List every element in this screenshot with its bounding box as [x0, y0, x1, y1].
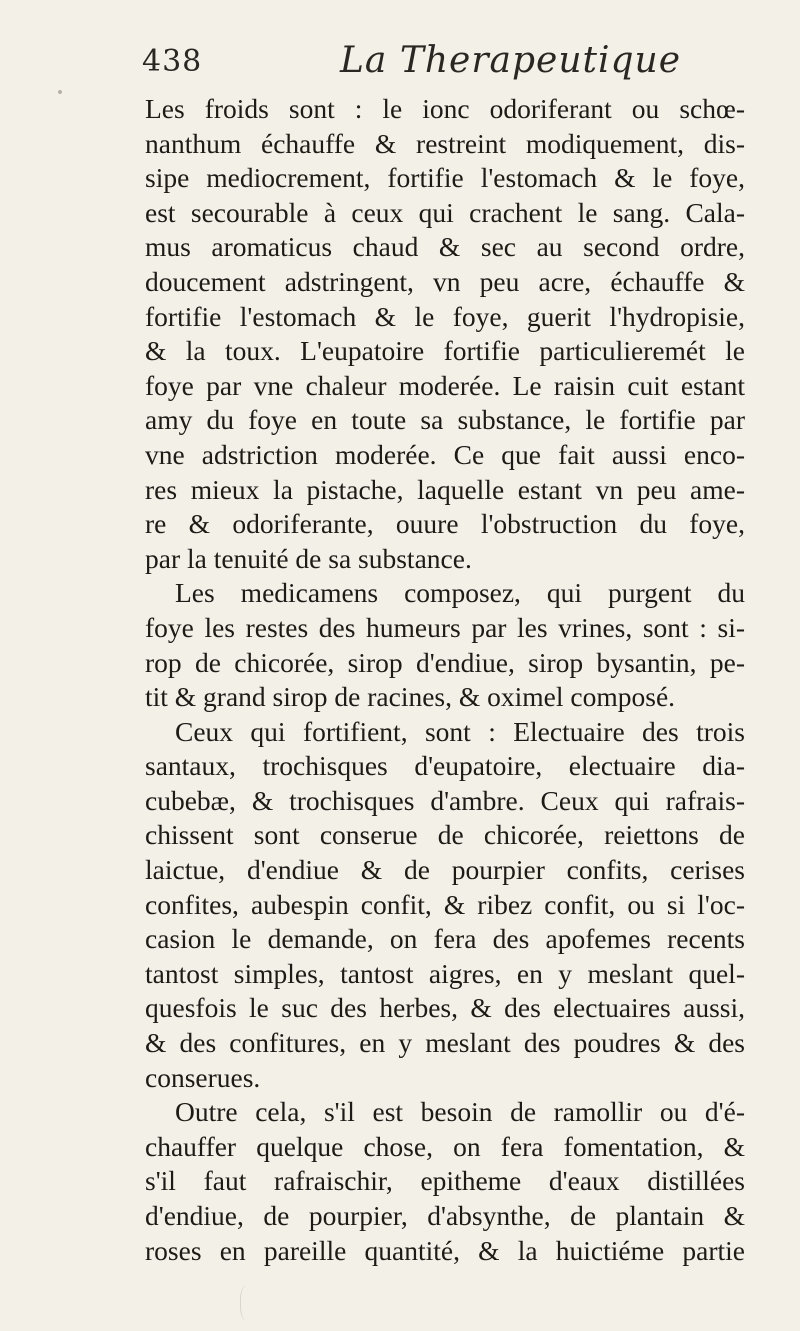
text-line: casion le demande, on fera des apofemes recents [145, 923, 745, 955]
text-line: s'il faut rafraischir, epitheme d'eaux distillées [145, 1165, 745, 1197]
text-line: santaux, trochisques d'eupatoire, electuaire dia- [145, 750, 745, 782]
text-line: Les froids sont : le ionc odoriferant ou schœ- [145, 93, 745, 124]
text-line: confites, aubespin confit, & ribez confit, ou si l'oc- [145, 888, 745, 920]
page-number: 438 [142, 44, 203, 79]
text-line: fortifie l'estomach & le foye, guerit l'hydropisie, [145, 300, 745, 332]
text-line: & la toux. L'eupatoire fortifie particulieremét le [145, 335, 745, 367]
paper-speck [58, 90, 62, 94]
text-line: nanthum échauffe & restreint modiquement, dis- [145, 127, 745, 159]
text-line: rop de chicorée, sirop d'endiue, sirop bysantin, pe- [145, 646, 745, 678]
text-line: cubebæ, & trochisques d'ambre. Ceux qui rafrais- [145, 784, 745, 816]
text-line: tantost simples, tantost aigres, en y meslant quel- [145, 957, 745, 989]
text-line: tit & grand sirop de racines, & oximel composé. [145, 681, 676, 713]
text-line: res mieux la pistache, laquelle estant vn peu ame- [145, 473, 745, 505]
text-line: roses en pareille quantité, & la huictiéme partie [145, 1234, 745, 1266]
text-line: Outre cela, s'il est besoin de ramollir ou d'é- [175, 1096, 745, 1128]
text-line: chissent sont conserue de chicorée, reiettons de [145, 819, 745, 851]
text-line: mus aromaticus chaud & sec au second ordre, [145, 231, 745, 263]
text-line: re & odoriferante, ouure l'obstruction du foye, [145, 508, 745, 540]
text-line: Ceux qui fortifient, sont : Electuaire des trois [175, 715, 745, 747]
text-line: vne adstriction moderée. Ce que fait aussi enco- [145, 438, 745, 470]
text-line: amy du foye en toute sa substance, le fortifie par [145, 404, 745, 436]
text-line: conserues. [145, 1061, 261, 1093]
text-line: est secourable à ceux qui crachent le sang. Cala- [145, 196, 745, 228]
text-line: Les medicamens composez, qui purgent du [175, 577, 745, 609]
text-line: & des confitures, en y meslant des poudres & des [145, 1027, 745, 1059]
page-header [0, 40, 800, 90]
text-line: chauffer quelque chose, on fera fomentation, & [145, 1130, 745, 1162]
text-line: sipe mediocrement, fortifie l'estomach & le foye, [145, 162, 745, 194]
text-line: par la tenuité de sa substance. [145, 542, 472, 574]
bleed-through-mark [240, 1285, 257, 1321]
body-text [145, 92, 745, 1268]
text-line: foye les restes des humeurs par les vrines, sont : si- [145, 611, 745, 643]
text-line: quesfois le suc des herbes, & des electuaires aussi, [145, 992, 745, 1024]
text-line: foye par vne chaleur moderée. Le raisin cuit estant [145, 369, 745, 401]
text-line: d'endiue, de pourpier, d'absynthe, de plantain & [145, 1200, 745, 1231]
text-line: doucement adstringent, vn peu acre, échauffe & [145, 265, 745, 297]
running-head: La Therapeutique [340, 40, 682, 81]
text-line: laictue, d'endiue & de pourpier confits, cerises [145, 854, 745, 886]
